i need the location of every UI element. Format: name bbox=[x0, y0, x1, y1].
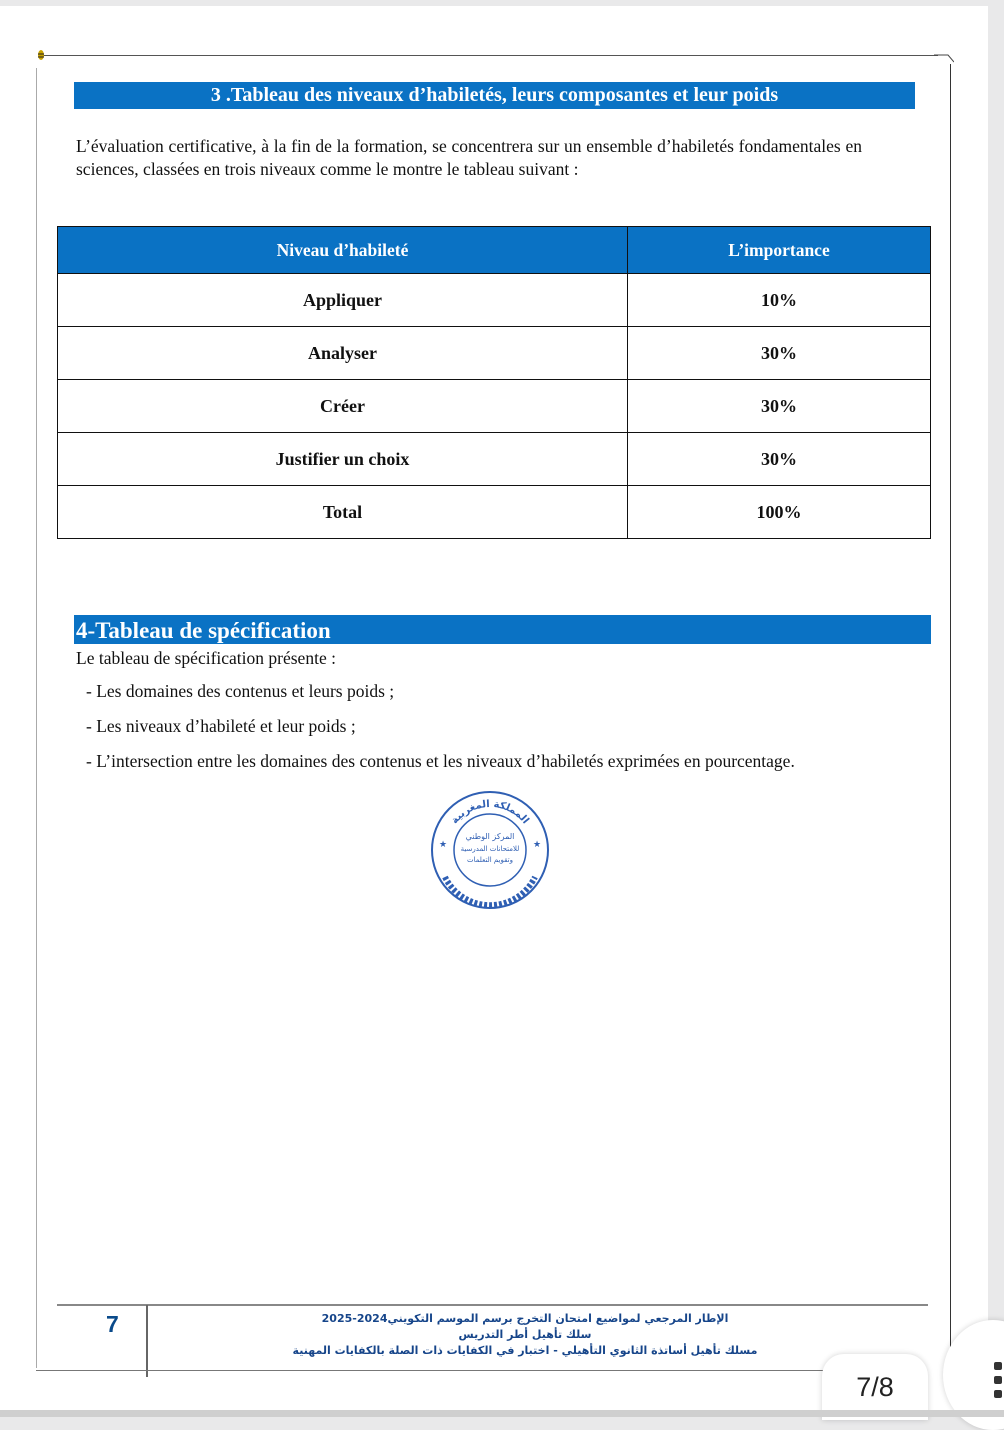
column-header-skill-level: Niveau d’habileté bbox=[58, 227, 628, 274]
viewer-bottom-bar bbox=[0, 1410, 1004, 1417]
list-item: - Les domaines des contenus et leurs poids ; bbox=[86, 681, 395, 701]
official-stamp bbox=[425, 785, 555, 915]
scroll-handle-dot bbox=[994, 1390, 1002, 1398]
list-item: - Les niveaux d’habileté et leur poids ; bbox=[86, 716, 356, 736]
skill-level-cell: Analyser bbox=[58, 327, 628, 380]
stamp-line: وتقويم التعلمات bbox=[467, 856, 513, 864]
header-rule bbox=[40, 55, 938, 56]
total-value-cell: 100% bbox=[628, 486, 931, 539]
skill-level-cell: Appliquer bbox=[58, 274, 628, 327]
page-indicator[interactable]: 7/8 bbox=[822, 1354, 928, 1420]
page-corner-fold bbox=[934, 52, 954, 68]
stamp-line: للامتحانات المدرسية bbox=[460, 845, 520, 853]
total-label-cell: Total bbox=[58, 486, 628, 539]
svg-text:المملكة المغربية bbox=[449, 799, 530, 826]
table-header-row bbox=[58, 227, 931, 274]
specification-list bbox=[86, 680, 795, 785]
footer-text bbox=[180, 1311, 870, 1359]
section-4-intro: Le tableau de spécification présente : bbox=[76, 648, 336, 668]
footer-line: سلك تأهيل أطر التدريس bbox=[458, 1328, 592, 1341]
importance-cell: 30% bbox=[628, 327, 931, 380]
scroll-handle-dot bbox=[994, 1376, 1002, 1384]
table-total-row bbox=[58, 486, 931, 539]
svg-text:★: ★ bbox=[439, 840, 448, 850]
skills-weight-table bbox=[57, 226, 931, 539]
importance-cell: 10% bbox=[628, 274, 931, 327]
footer-line: مسلك تأهيل أساتذة الثانوي التأهيلي - اختبار في الكفايات ذات الصلة بالكفايات المهنية bbox=[292, 1344, 758, 1357]
section-4-title: 4-Tableau de spécification bbox=[74, 615, 931, 644]
bee-icon bbox=[36, 47, 46, 63]
svg-text:★: ★ bbox=[533, 840, 542, 850]
stamp-outer-text: المملكة المغربية bbox=[449, 798, 531, 827]
skill-level-cell: Créer bbox=[58, 380, 628, 433]
table-row bbox=[58, 327, 931, 380]
skill-level-cell: Justifier un choix bbox=[58, 433, 628, 486]
table-row bbox=[58, 433, 931, 486]
section-3-intro: L’évaluation certificative, à la fin de la formation, se concentrera sur un ensemble d’habiletés fondamentales en sciences, classées en trois niveaux comme le montre le tableau suivant : bbox=[76, 136, 862, 179]
stamp-line: المركز الوطني bbox=[465, 832, 515, 841]
left-margin-rule bbox=[36, 68, 37, 1368]
section-3-title: 3 .Tableau des niveaux d’habiletés, leurs composantes et leur poids bbox=[74, 82, 915, 109]
importance-cell: 30% bbox=[628, 380, 931, 433]
importance-cell: 30% bbox=[628, 433, 931, 486]
list-item: - L’intersection entre les domaines des contenus et les niveaux d’habiletés exprimées en pourcentage. bbox=[86, 751, 795, 771]
table-row bbox=[58, 380, 931, 433]
footer-rule bbox=[57, 1304, 928, 1306]
scroll-handle-dot bbox=[994, 1362, 1002, 1370]
footer-divider bbox=[146, 1305, 148, 1377]
table-row bbox=[58, 274, 931, 327]
footer-bottom-rule bbox=[36, 1370, 920, 1371]
footer-line: الإطار المرجعي لمواضيع امتحان التخرج برسم الموسم التكويني2024-2025 bbox=[321, 1312, 729, 1325]
right-margin-rule bbox=[950, 64, 951, 1364]
footer-page-number: 7 bbox=[106, 1311, 119, 1337]
column-header-importance: L’importance bbox=[628, 227, 931, 274]
